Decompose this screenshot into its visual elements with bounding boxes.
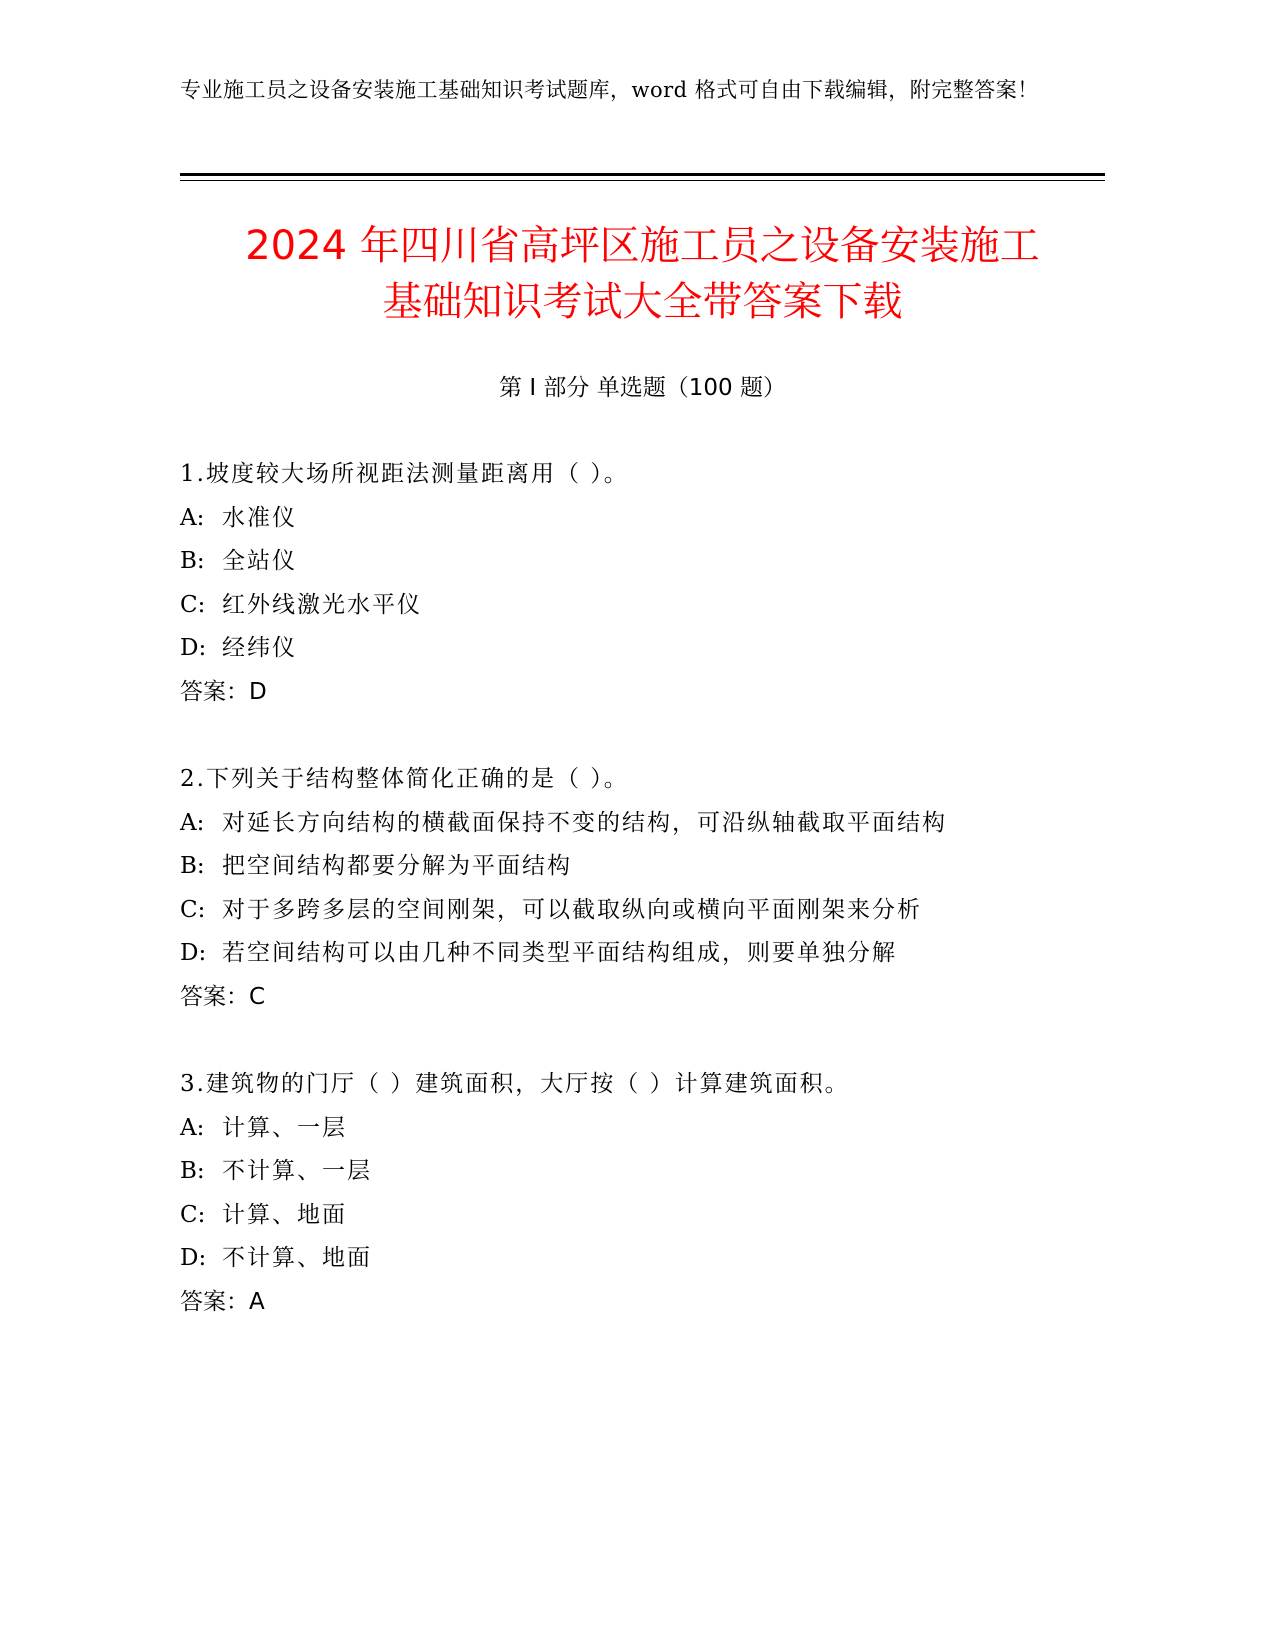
answer-line: 答案：C: [180, 983, 266, 1010]
option-letter: D:: [180, 940, 207, 966]
option-d: [180, 627, 1105, 671]
option-b: [180, 845, 1105, 889]
document-title: [180, 218, 1105, 330]
question-2: [180, 758, 1105, 1019]
option-a: [180, 1107, 1105, 1151]
option-letter: D:: [180, 635, 207, 661]
option-text: 把空间结构都要分解为平面结构: [222, 853, 572, 879]
answer-line: 答案：D: [180, 678, 267, 705]
question-1: [180, 453, 1105, 714]
option-text: 对于多跨多层的空间刚架，可以截取纵向或横向平面刚架来分析: [222, 896, 922, 923]
option-d: [180, 1237, 1105, 1281]
option-letter: A:: [180, 504, 205, 531]
option-text: 不计算、一层: [222, 1158, 372, 1184]
option-c: [180, 1194, 1105, 1238]
option-c: [180, 584, 1105, 628]
option-text: 全站仪: [222, 548, 297, 574]
option-b: [180, 1150, 1105, 1194]
question-stem: 3.建筑物的门厅（ ）建筑面积，大厅按（ ）计算建筑面积。: [180, 1071, 850, 1097]
option-text: 水准仪: [222, 504, 297, 531]
section-heading: 第 I 部分 单选题（100 题）: [499, 375, 786, 401]
option-text: 不计算、地面: [222, 1245, 372, 1271]
option-letter: B:: [180, 1158, 205, 1184]
option-c: [180, 889, 1105, 933]
option-letter: B:: [180, 853, 205, 879]
title-line-1: 2024 年四川省高坪区施工员之设备安装施工: [245, 223, 1040, 269]
answer-line: 答案：A: [180, 1288, 265, 1315]
header-note: 专业施工员之设备安装施工基础知识考试题库，word 格式可自由下载编辑，附完整答案！: [180, 78, 1039, 102]
title-line-2: 基础知识考试大全带答案下载: [382, 279, 903, 325]
question-stem: 2.下列关于结构整体简化正确的是（ ）。: [180, 766, 629, 792]
option-a: [180, 497, 1105, 541]
option-text: 计算、一层: [222, 1114, 347, 1141]
option-text: 红外线激光水平仪: [222, 591, 422, 618]
option-letter: D:: [180, 1245, 207, 1271]
question-stem: 1.坡度较大场所视距法测量距离用（ ）。: [180, 461, 629, 487]
option-letter: B:: [180, 548, 205, 574]
option-d: [180, 932, 1105, 976]
option-letter: A:: [180, 1114, 205, 1141]
option-text: 对延长方向结构的横截面保持不变的结构，可沿纵轴截取平面结构: [222, 809, 947, 836]
option-text: 若空间结构可以由几种不同类型平面结构组成，则要单独分解: [222, 940, 897, 966]
option-letter: A:: [180, 809, 205, 836]
question-3: [180, 1063, 1105, 1324]
option-b: [180, 540, 1105, 584]
option-letter: C:: [180, 1201, 206, 1228]
option-letter: C:: [180, 591, 206, 618]
header-rule-thick: [180, 173, 1105, 176]
option-letter: C:: [180, 896, 206, 923]
option-text: 计算、地面: [222, 1201, 347, 1228]
option-a: [180, 802, 1105, 846]
header-rule-thin: [180, 180, 1105, 181]
option-text: 经纬仪: [222, 635, 297, 661]
